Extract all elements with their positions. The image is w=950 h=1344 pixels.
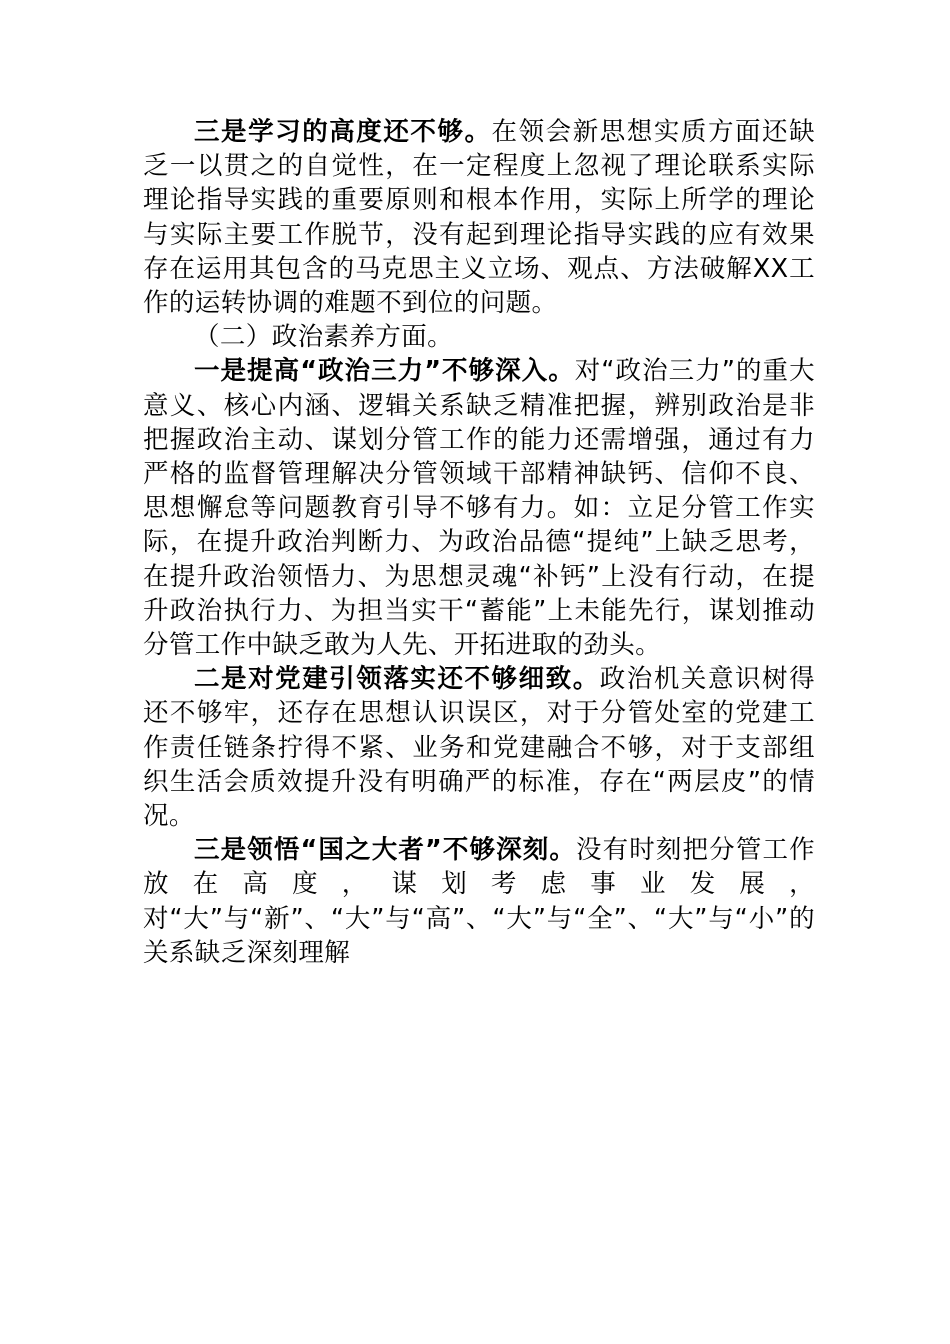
paragraph-heading: 二是对党建引领落实还不够细致。: [194, 664, 600, 695]
document-page: [143, 115, 815, 970]
paragraph-political-three-powers: [143, 354, 815, 662]
paragraph-body: 政治机关意识树得还不够牢，还存在思想认识误区，对于分管处室的党建工作责任链条拧得不紧、业务和党建融合不够，对于支部组织生活会质效提升没有明确严的标准，存在“两层皮”的情况。: [143, 664, 815, 832]
paragraph-heading: 三是领悟“国之大者”不够深刻。: [194, 835, 577, 866]
paragraph-guozhidazhe: [143, 833, 815, 970]
paragraph-body: 没有时刻把分管工作放在高度，谋划考虑事业发展，对“大”与“新”、“大”与“高”、“大”与“全”、“大”与“小”的关系缺乏深刻理解: [143, 835, 815, 968]
paragraph-party-building: [143, 662, 815, 833]
paragraph-body: 对“政治三力”的重大意义、核心内涵、逻辑关系缺乏精准把握，辨别政治是非把握政治主动、谋划分管工作的能力还需增强，通过有力严格的监督管理解决分管领域干部精神缺钙、信仰不良、思想懈怠等问题教育引导不够有力。如：立足分管工作实际，在提升政治判断力、为政治品德“提纯”上缺乏思考，在提升政治领悟力、为思想灵魂“补钙”上没有行动，在提升政治执行力、为担当实干“蓄能”上未能先行，谋划推动分管工作中缺乏敢为人先、开拓进取的劲头。: [143, 356, 816, 661]
paragraph-body: 在领会新思想实质方面还缺乏一以贯之的自觉性，在一定程度上忽视了理论联系实际理论指导实践的重要原则和根本作用，实际上所学的理论与实际主要工作脱节，没有起到理论指导实践的应有效果存在运用其包含的马克思主义立场、观点、方法破解XX工作的运转协调的难题不到位的问题。: [143, 117, 815, 319]
paragraph-heading: 一是提高“政治三力”不够深入。: [194, 356, 575, 387]
paragraph-learning-height: [143, 115, 815, 320]
paragraph-heading: 三是学习的高度还不够。: [194, 117, 492, 147]
section-title-political-literacy: （二）政治素养方面。: [194, 322, 454, 353]
